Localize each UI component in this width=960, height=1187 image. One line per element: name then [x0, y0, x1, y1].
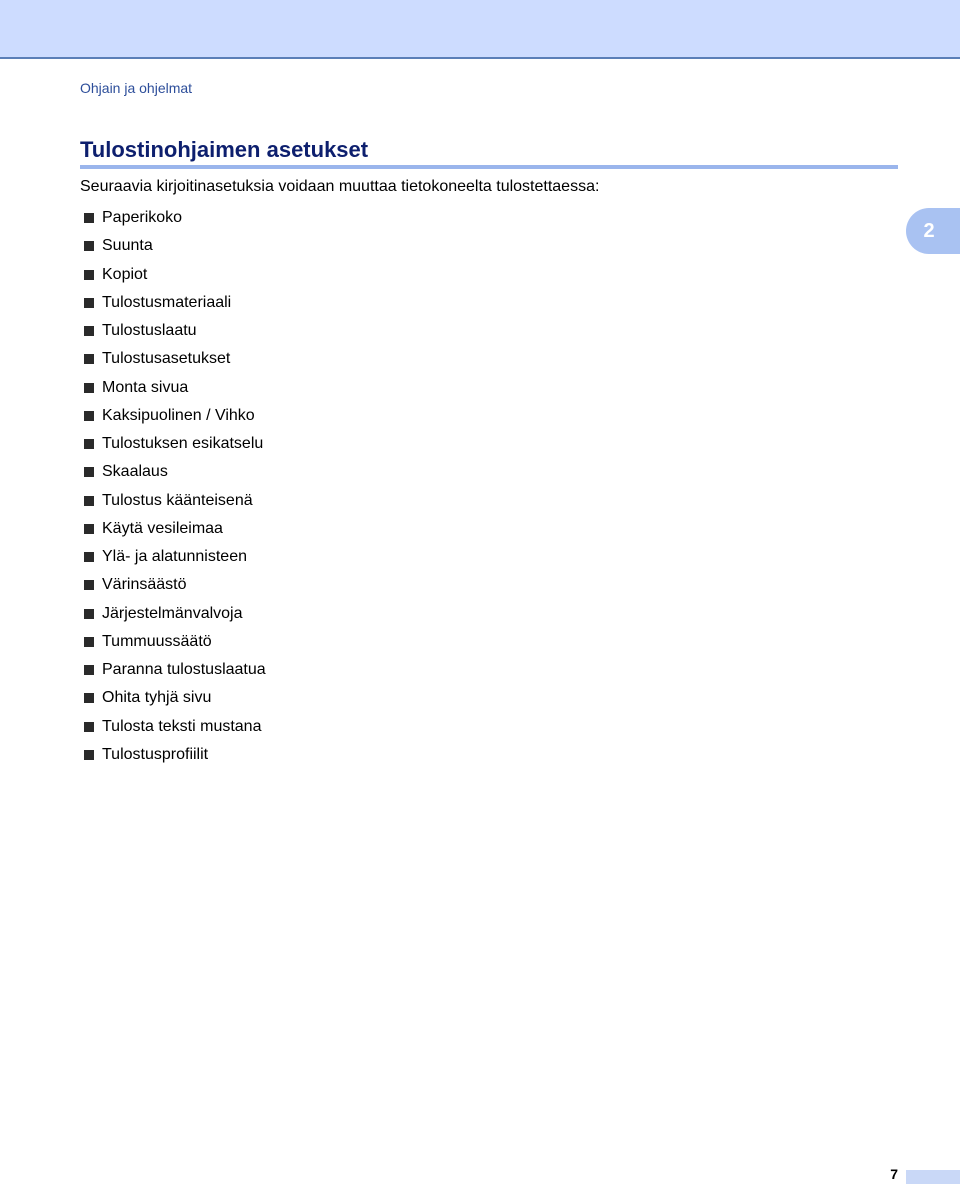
footer-bar	[906, 1170, 960, 1184]
list-item	[84, 571, 266, 599]
top-band	[0, 0, 960, 59]
list-item-label: Tulostusmateriaali	[102, 293, 232, 311]
list-item	[84, 713, 266, 741]
square-bullet-icon	[84, 383, 94, 393]
list-item	[84, 402, 266, 430]
intro-text: Seuraavia kirjoitinasetuksia voidaan muuttaa tietokoneelta tulostettaessa:	[80, 178, 600, 195]
list-item-label: Käytä vesileimaa	[102, 519, 223, 537]
square-bullet-icon	[84, 411, 94, 421]
list-item-label: Värinsäästö	[102, 576, 187, 594]
list-item-label: Paranna tulostuslaatua	[102, 661, 266, 678]
square-bullet-icon	[84, 552, 94, 562]
list-item	[84, 204, 266, 232]
chapter-tab: 2	[906, 208, 960, 254]
square-bullet-icon	[84, 496, 94, 506]
list-item-label: Ohita tyhjä sivu	[102, 689, 212, 707]
list-item	[84, 261, 266, 289]
square-bullet-icon	[84, 722, 94, 732]
list-item-label: Monta sivua	[102, 378, 189, 396]
list-item	[84, 317, 266, 345]
list-item	[84, 374, 266, 402]
square-bullet-icon	[84, 750, 94, 760]
list-item	[84, 656, 266, 684]
square-bullet-icon	[84, 467, 94, 477]
list-item	[84, 487, 266, 515]
square-bullet-icon	[84, 439, 94, 449]
square-bullet-icon	[84, 326, 94, 336]
list-item-label: Tulosta teksti mustana	[102, 717, 262, 735]
square-bullet-icon	[84, 524, 94, 534]
list-item-label: Tulostusprofiilit	[102, 745, 209, 763]
list-item	[84, 345, 266, 373]
list-item	[84, 543, 266, 571]
square-bullet-icon	[84, 241, 94, 251]
square-bullet-icon	[84, 354, 94, 364]
square-bullet-icon	[84, 580, 94, 590]
list-item-label: Paperikoko	[102, 209, 183, 226]
page-number: 7	[890, 1166, 898, 1182]
square-bullet-icon	[84, 298, 94, 308]
section-title: Tulostinohjaimen asetukset	[80, 137, 369, 162]
list-item	[84, 628, 266, 656]
list-item	[84, 600, 266, 628]
list-item-label: Tulostuslaatu	[102, 322, 197, 339]
running-header: Ohjain ja ohjelmat	[80, 80, 193, 96]
list-item-label: Järjestelmänvalvoja	[102, 604, 243, 622]
square-bullet-icon	[84, 270, 94, 280]
list-item-label: Tulostuksen esikatselu	[102, 435, 264, 452]
list-item-label: Suunta	[102, 237, 153, 255]
list-item-label: Tulostusasetukset	[102, 350, 231, 368]
list-item-label: Ylä- ja alatunnisteen	[102, 548, 247, 565]
list-item	[84, 515, 266, 543]
square-bullet-icon	[84, 609, 94, 619]
list-item	[84, 430, 266, 458]
list-item-label: Tummuussäätö	[102, 632, 212, 650]
list-item	[84, 289, 266, 317]
list-item-label: Skaalaus	[102, 463, 168, 481]
square-bullet-icon	[84, 693, 94, 703]
list-item	[84, 741, 266, 769]
list-item	[84, 684, 266, 712]
settings-list	[84, 204, 266, 769]
list-item-label: Tulostus käänteisenä	[102, 491, 253, 509]
list-item	[84, 232, 266, 260]
list-item	[84, 458, 266, 486]
square-bullet-icon	[84, 637, 94, 647]
square-bullet-icon	[84, 213, 94, 223]
list-item-label: Kaksipuolinen / Vihko	[102, 406, 255, 424]
title-rule	[80, 165, 898, 169]
list-item-label: Kopiot	[102, 265, 148, 283]
square-bullet-icon	[84, 665, 94, 675]
